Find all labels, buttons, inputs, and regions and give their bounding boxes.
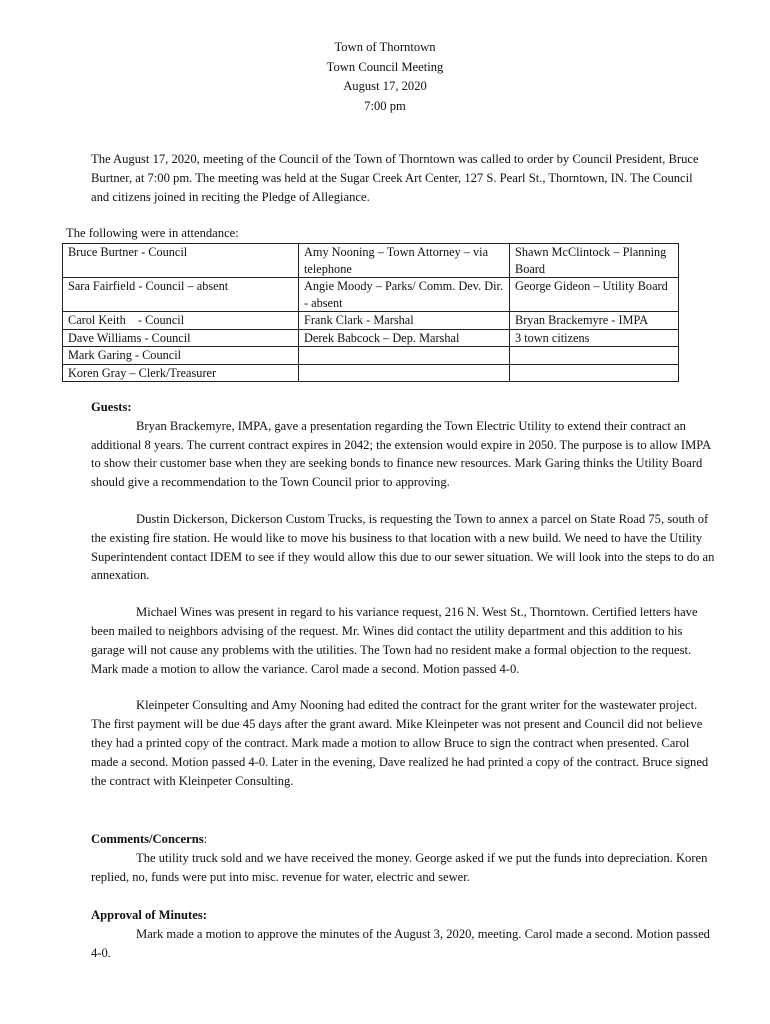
document-header xyxy=(0,38,770,116)
minutes-heading: Approval of Minutes: xyxy=(91,908,207,922)
table-cell xyxy=(510,364,679,382)
comments-heading: Comments/Concerns xyxy=(91,832,204,846)
table-row xyxy=(63,312,679,330)
table-cell: 3 town citizens xyxy=(510,329,679,347)
attendance-label: The following were in attendance: xyxy=(66,226,239,240)
table-cell: Bruce Burtner - Council xyxy=(63,244,299,278)
table-cell: Derek Babcock – Dep. Marshal xyxy=(299,329,510,347)
table-cell: Bryan Brackemyre - IMPA xyxy=(510,312,679,330)
table-cell: Carol Keith - Council xyxy=(63,312,299,330)
comments-colon: : xyxy=(203,832,208,846)
table-cell xyxy=(510,347,679,365)
table-cell: Dave Williams - Council xyxy=(63,329,299,347)
minutes-text: Mark made a motion to approve the minutes of the August 3, 2020, meeting. Carol made a second. Motion passed 4-0. xyxy=(91,926,710,960)
table-row xyxy=(63,278,679,312)
meeting-date: August 17, 2020 xyxy=(343,79,427,93)
table-cell: Angie Moody – Parks/ Comm. Dev. Dir. - absent xyxy=(299,278,510,312)
guests-paragraph: Michael Wines was present in regard to his variance request, 216 N. West St., Thorntown. Certified letters have been mailed to neighbors advising of the request. Mr. Wines did contact the utility department and this addition to his garage will not cause any problems with the utilities. The Town had no resident make a formal objection to the request. Mark made a motion to allow the variance. Carol made a second. Motion passed 4-0. xyxy=(91,605,698,676)
table-row xyxy=(63,329,679,347)
table-cell: Frank Clark - Marshal xyxy=(299,312,510,330)
table-cell: George Gideon – Utility Board xyxy=(510,278,679,312)
table-cell: Sara Fairfield - Council – absent xyxy=(63,278,299,312)
table-row xyxy=(63,347,679,365)
table-cell: Mark Garing - Council xyxy=(63,347,299,365)
table-row xyxy=(63,364,679,382)
table-cell: Shawn McClintock – Planning Board xyxy=(510,244,679,278)
comments-section xyxy=(91,830,716,886)
guests-paragraph: Bryan Brackemyre, IMPA, gave a presentation regarding the Town Electric Utility to extend their contract an additional 8 years. The current contract expires in 2042; the extension would expire in 2050. The purpose is to allow IMPA to show their customer base when they are seeking bonds to finance new resources. Mark Garing thinks the Utility Board should give a recommendation to the Town Council prior to approving. xyxy=(91,418,711,490)
intro-paragraph: The August 17, 2020, meeting of the Council of the Town of Thorntown was called to order by Council President, Bruce Burtner, at 7:00 pm. The meeting was held at the Sugar Creek Art Center, 127 S. Pearl St., Thorntown, IN. The Council and citizens joined in reciting the Pledge of Allegiance. xyxy=(91,152,699,204)
table-cell: Amy Nooning – Town Attorney – via telephone xyxy=(299,244,510,278)
table-cell xyxy=(299,364,510,382)
attendance-table xyxy=(62,243,679,382)
table-cell xyxy=(299,347,510,365)
guests-paragraph: Dustin Dickerson, Dickerson Custom Trucks, is requesting the Town to annex a parcel on State Road 75, south of the existing fire station. He would like to move his business to that location with a new build. We need to have the Utility Superintendent contact IDEM to see if they would allow this due to our sewer situation. We will look into the steps to do an annexation. xyxy=(91,511,715,583)
guests-section xyxy=(91,398,716,790)
guests-heading: Guests: xyxy=(91,400,132,414)
town-name: Town of Thorntown xyxy=(334,40,436,54)
table-cell: Koren Gray – Clerk/Treasurer xyxy=(63,364,299,382)
minutes-section xyxy=(91,906,716,962)
meeting-title: Town Council Meeting xyxy=(326,59,444,74)
guests-paragraph: Kleinpeter Consulting and Amy Nooning had edited the contract for the grant writer for the wastewater project. The first payment will be due 45 days after the grant award. Mike Kleinpeter was not present and Council did not believe they had a printed copy of the contract. Mark made a motion to allow Bruce to sign the contract when presented. Carol made a second. Motion passed 4-0. Later in the evening, Dave realized he had printed a copy of the contract. Bruce signed the contract with Kleinpeter Consulting. xyxy=(91,698,709,788)
table-row xyxy=(63,244,679,278)
meeting-time: 7:00 pm xyxy=(364,98,406,113)
comments-text: The utility truck sold and we have received the money. George asked if we put the funds into depreciation. Koren replied, no, funds were put into misc. revenue for water, electric and sewer. xyxy=(91,850,708,884)
